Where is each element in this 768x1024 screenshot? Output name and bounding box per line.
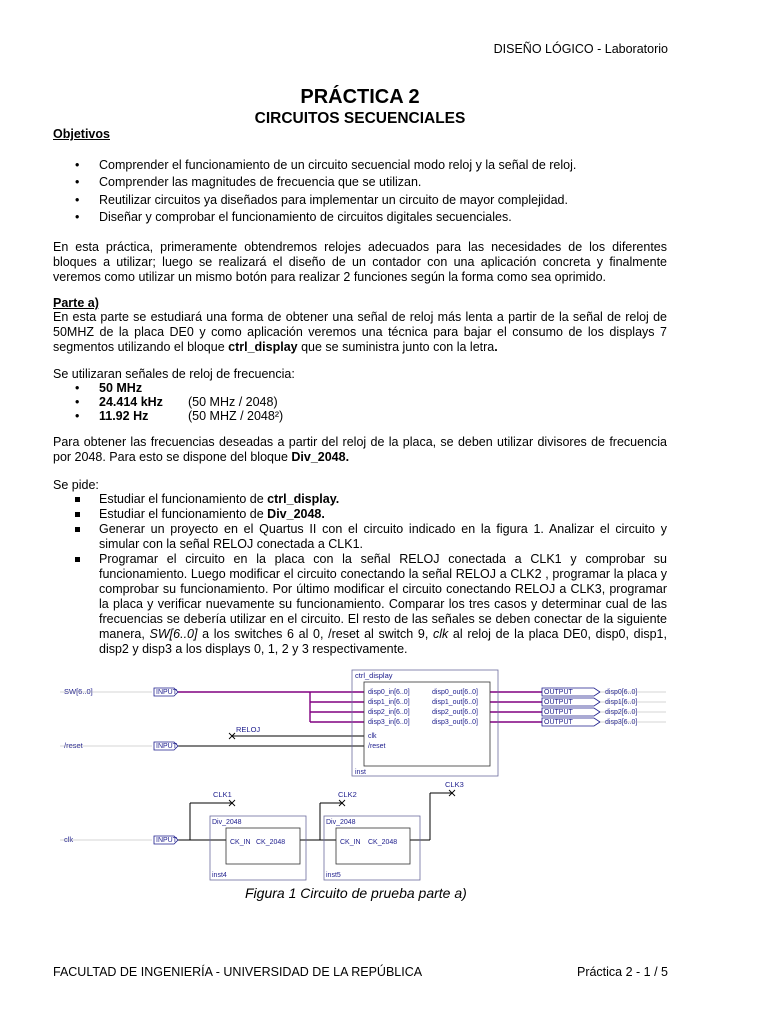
clk3-label: CLK3 bbox=[445, 780, 464, 789]
input-label-sw: SW[6..0] bbox=[64, 687, 93, 696]
objective-item: • Reutilizar circuitos ya diseñados para implementar un circuito de mayor complejidad. bbox=[53, 193, 576, 210]
ctrl-display-inst: inst bbox=[355, 769, 366, 776]
port-in: disp2_in[6..0] bbox=[368, 709, 410, 716]
output-label: disp3[6..0] bbox=[605, 719, 638, 726]
svg-text:Div_2048: Div_2048 bbox=[326, 819, 356, 826]
output-tag: OUTPUT bbox=[544, 709, 573, 716]
output-label: disp1[6..0] bbox=[605, 699, 638, 706]
circuit-figure bbox=[0, 660, 768, 910]
port-out: disp0_out[6..0] bbox=[432, 689, 478, 696]
port-out: disp3_out[6..0] bbox=[432, 719, 478, 726]
task-item: Generar un proyecto en el Quartus II con el circuito indicado en la figura 1. Analizar el circuito y simular con la señal RELOJ conectada a CLK1. bbox=[53, 522, 667, 552]
objective-item: • Diseñar y comprobar el funcionamiento de circuitos digitales secuenciales. bbox=[53, 210, 576, 227]
output-tag: OUTPUT bbox=[544, 699, 573, 706]
port-in: disp3_in[6..0] bbox=[368, 719, 410, 726]
port-out: disp2_out[6..0] bbox=[432, 709, 478, 716]
task-item: Estudiar el funcionamiento de ctrl_display. bbox=[53, 492, 667, 507]
output-label: disp2[6..0] bbox=[605, 709, 638, 716]
input-label-clk: clk bbox=[64, 835, 74, 844]
freq-list bbox=[53, 381, 283, 423]
task-item: Estudiar el funcionamiento de Div_2048. bbox=[53, 507, 667, 522]
input-tag: INPUT bbox=[156, 689, 177, 696]
freq-intro: Se utilizaran señales de reloj de frecuencia: bbox=[53, 367, 295, 381]
input-label-reset: /reset bbox=[64, 741, 83, 750]
intro-paragraph: En esta práctica, primeramente obtendremos relojes adecuados para las necesidades de los diferentes bloques a utilizar; luego se realizará el diseño de un contador con una aplicación concreta y finalmente veremos como utilizar un mismo botón para realizar 2 funciones según la forma como sea oprimido. bbox=[53, 240, 667, 284]
output-tag: OUTPUT bbox=[544, 689, 573, 696]
svg-text:CK_2048: CK_2048 bbox=[256, 839, 286, 846]
output-label: disp0[6..0] bbox=[605, 689, 638, 696]
output-tag: OUTPUT bbox=[544, 719, 573, 726]
objectives-heading: Objetivos bbox=[53, 127, 110, 141]
task-item: Programar el circuito en la placa con la señal RELOJ conectada a CLK1 y comprobar su funcionamiento. Luego modificar el circuito conectando la señal RELOJ a CLK2 , programar la placa y comprobar su funcionamiento. Por último modificar el circuito conectando RELOJ a CLK3, programar la placa y verificar nuevamente su funcionamiento. Comparar los tres casos y determinar cual de las frecuencias se debería utilizar en el circuito. El resto de las señales se deben conectar de la siguiente manera, SW[6..0] a los switches 6 al 0, /reset al switch 9, clk al reloj de la placa DE0, disp0, disp1, disp2 y disp3 a los displays 0, 1, 2 y 3 respectivamente. bbox=[53, 552, 667, 657]
svg-text:CK_2048: CK_2048 bbox=[368, 839, 398, 846]
page-header: DISEÑO LÓGICO - Laboratorio bbox=[493, 42, 668, 56]
document-title: PRÁCTICA 2 bbox=[300, 86, 420, 108]
footer-left: FACULTAD DE INGENIERÍA - UNIVERSIDAD DE LA REPÚBLICA bbox=[53, 965, 423, 979]
svg-text:Div_2048: Div_2048 bbox=[212, 819, 242, 826]
svg-text:inst5: inst5 bbox=[326, 872, 341, 879]
reloj-label: RELOJ bbox=[236, 725, 261, 734]
freq-item: • 50 MHz bbox=[53, 381, 283, 395]
svg-text:CK_IN: CK_IN bbox=[230, 839, 251, 846]
input-tag: INPUT bbox=[156, 743, 177, 750]
freq-item: • 11.92 Hz (50 MHZ / 2048²) bbox=[53, 409, 283, 423]
port-in: disp1_in[6..0] bbox=[368, 699, 410, 706]
div-block-1 bbox=[210, 816, 306, 880]
parte-a-heading: Parte a) bbox=[53, 296, 99, 310]
divisor-paragraph: Para obtener las frecuencias deseadas a partir del reloj de la placa, se deben utilizar divisores de frecuencia por 2048. Para esto se dispone del bloque Div_2048. bbox=[53, 435, 667, 464]
port-out: disp1_out[6..0] bbox=[432, 699, 478, 706]
port-in: /reset bbox=[368, 743, 386, 750]
port-in: disp0_in[6..0] bbox=[368, 689, 410, 696]
objectives-list bbox=[53, 158, 576, 227]
input-tag: INPUT bbox=[156, 837, 177, 844]
parte-a-paragraph: En esta parte se estudiará una forma de obtener una señal de reloj más lenta a partir de la señal de reloj de 50MHZ de la placa DE0 y como aplicación veremos una técnica para bajar el consumo de los displays 7 segmentos utilizando el bloque ctrl_display que se suministra junto con la letra. bbox=[53, 310, 667, 354]
input-pin bbox=[154, 688, 178, 844]
freq-item: • 24.414 kHz (50 MHz / 2048) bbox=[53, 395, 283, 409]
ctrl-display-name: ctrl_display bbox=[355, 671, 393, 680]
svg-text:inst4: inst4 bbox=[212, 872, 227, 879]
objective-item: • Comprender las magnitudes de frecuencia que se utilizan. bbox=[53, 175, 576, 192]
div-block-2 bbox=[324, 816, 420, 880]
clk2-label: CLK2 bbox=[338, 790, 357, 799]
footer-right: Práctica 2 - 1 / 5 bbox=[576, 965, 668, 979]
port-in: clk bbox=[368, 733, 377, 740]
se-pide-label: Se pide: bbox=[53, 478, 99, 492]
clk1-label: CLK1 bbox=[213, 790, 232, 799]
objective-item: • Comprender el funcionamiento de un circuito secuencial modo reloj y la señal de reloj. bbox=[53, 158, 576, 175]
svg-text:CK_IN: CK_IN bbox=[340, 839, 361, 846]
document-subtitle: CIRCUITOS SECUENCIALES bbox=[254, 110, 466, 127]
task-list bbox=[53, 492, 667, 657]
figure-caption: Figura 1 Circuito de prueba parte a) bbox=[245, 885, 467, 901]
